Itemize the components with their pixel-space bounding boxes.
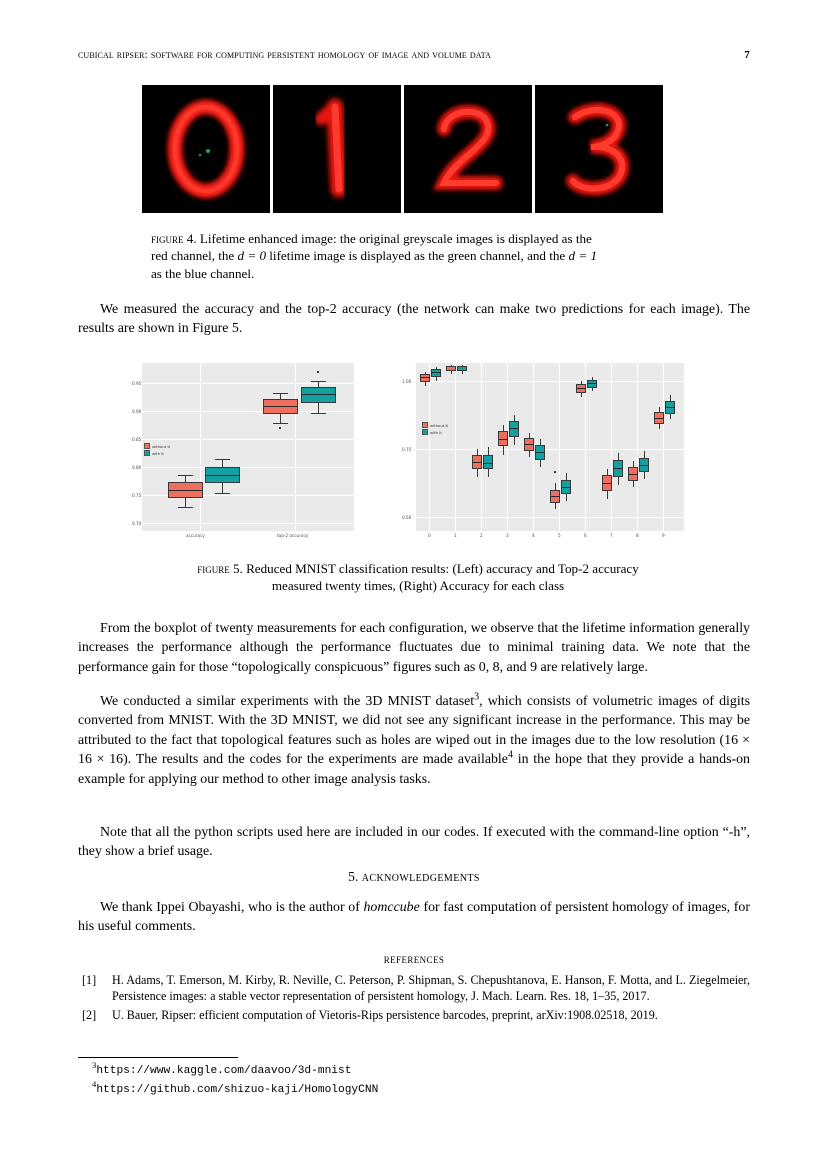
footnote-marker-3: 3 [474,691,480,703]
xtick-label: 5 [558,533,561,538]
figure-4-caption-line1: Lifetime enhanced image: the original greyscale images is displayed as the [199,231,592,246]
outlier-point [279,427,281,429]
figure-5-caption-line1: Reduced MNIST classification results: (Left) accuracy and Top-2 accuracy [246,561,639,576]
ytick-label: 0.50 [402,515,412,520]
box-teal [431,369,441,377]
whisker-cap [215,459,230,460]
legend-swatch-red [144,443,150,449]
ytick-label: 0.70 [132,521,142,526]
paragraph-ack-a: We thank Ippei Obayashi, who is the author of [100,900,364,915]
boxplot-left [132,357,364,543]
paragraph-3d-mnist-a: We conducted a similar experiments with the 3D MNIST dataset [100,694,475,709]
median-line [550,496,560,497]
reference-text: U. Bauer, Ripser: efficient computation of Vietoris-Rips persistence barcodes, preprint, arXiv:1908.02518, 2019. [112,1007,658,1022]
figure-4-caption-line2b: lifetime image is displayed as the green channel, and the [266,248,569,264]
reference-text: H. Adams, T. Emerson, M. Kirby, R. Neville, C. Peterson, P. Shipman, S. Chepushtanova, E. Hanson, F. Motta, and L. Ziegelmeier, Persistence images: a stable vector representation of persistent homology, J. Mach. Learn. Res. 18, 1–35, 2017. [112,973,750,1004]
outlier-point [317,371,319,373]
gridline-v [637,363,638,531]
gridline-h [142,439,354,440]
boxplot-right [384,357,694,543]
footnote-url: https://www.kaggle.com/daavoo/3d-mnist [96,1065,352,1077]
figure-4-caption-line3: as the blue channel. [151,265,255,281]
median-line [535,452,545,453]
xtick-label: accuracy [186,533,205,538]
ytick-label: 0.75 [402,447,412,452]
ytick-label: 0.90 [132,409,142,414]
xtick-label: 0 [428,533,431,538]
whisker-cap [311,381,326,382]
median-line [472,462,482,463]
median-line [420,377,430,378]
figure-4-image-row [142,85,687,213]
box-red [420,374,430,382]
median-line [483,463,493,464]
gridline-v [455,363,456,531]
xtick-label: 2 [480,533,483,538]
footnote-marker-4: 4 [507,749,513,761]
box-teal [483,455,493,469]
box-teal [509,421,519,437]
xtick-label: 3 [506,533,509,538]
figure-5-caption-line2: measured twenty times, (Right) Accuracy for each class [271,578,565,594]
whisker-cap [273,393,288,394]
gridline-h [142,383,354,384]
reference-number: [2] [82,1007,97,1022]
figure-5-plots [132,357,694,550]
ytick-label: 0.95 [132,381,142,386]
gridline-v [429,363,430,531]
gridline-h [142,467,354,468]
paragraph-measured-accuracy: We measured the accuracy and the top-2 accuracy (the network can make two predictions for each image). The results are shown in Figure 5. [78,302,750,337]
median-line [613,468,623,469]
legend-row [422,422,448,428]
xtick-label: 1 [454,533,457,538]
median-line [498,439,508,440]
footnote-item [92,1061,692,1080]
legend-row [144,443,170,449]
gridline-v [507,363,508,531]
gridline-h [416,517,684,518]
section-heading-references: references [383,951,445,966]
xtick-label: 4 [532,533,535,538]
gridline-v [611,363,612,531]
box-red [446,366,456,371]
legend-right [420,421,450,437]
gridline-h [142,411,354,412]
legend-swatch-red [422,422,428,428]
gridline-v [481,363,482,531]
gridline-v [663,363,664,531]
median-line [654,418,664,419]
reference-item [78,1007,750,1023]
median-line [524,444,534,445]
paragraph-boxplot-discussion: From the boxplot of twenty measurements for each configuration, we observe that the lifetime information generally increases the performance although the performance fluctuates due to minimal training data. We note that the performance gain for those “topologically conspicuous” figures such as 0, 8, and 9 are relatively large. [78,621,750,675]
gridline-v [559,363,560,531]
figure-5-caption [151,560,685,595]
legend-label: without lt [430,422,449,428]
xtick-label: 7 [610,533,613,538]
reference-item [78,972,750,1005]
paragraph-3d-mnist-c: in the hope that they provide a hands-on example for applying our method to other image analysis tasks. [78,752,750,787]
whisker-cap [215,493,230,494]
footnote-item [92,1080,692,1099]
ytick-label: 0.85 [132,437,142,442]
median-line [587,383,597,384]
gridline-h [416,381,684,382]
digit-glyph-one-icon [273,85,401,213]
software-name-homccube: homccube [363,900,420,915]
whisker-cap [178,507,193,508]
paragraph-3d-mnist [78,692,750,789]
legend-row [144,450,170,456]
outlier-point [554,471,556,473]
digit-glyph-three-icon [535,85,663,213]
section-heading-acknowledgements [78,869,750,885]
legend-swatch-teal [422,429,428,435]
page-number: 7 [744,49,750,61]
running-head-title: cubical ripser: software for computing persistent homology of image and volume data [78,48,492,61]
legend-label: with lt [152,450,164,456]
figure-4-label: figure 4. [151,231,197,246]
median-line [205,475,240,476]
legend-swatch-teal [144,450,150,456]
median-line [509,428,519,429]
median-line [168,490,203,491]
footnote-number: 3 [92,1060,97,1070]
reference-list [78,972,750,1025]
footnote-separator [78,1057,238,1058]
footnote-url: https://github.com/shizuo-kaji/HomologyCNN [96,1083,379,1096]
footnote-number: 4 [92,1078,97,1089]
box-teal [457,366,467,371]
gridline-v [200,363,201,531]
gridline-h [142,523,354,524]
median-line [602,483,612,484]
figure-4-caption [151,230,685,282]
ytick-label: 0.75 [132,493,142,498]
figure-5-label: figure 5. [197,561,243,576]
box-teal [301,387,336,403]
ytick-label: 0.80 [132,465,142,470]
median-line [665,407,675,408]
gridline-h [416,449,684,450]
ytick-label: 1.00 [402,379,412,384]
plot-area-right [416,363,684,531]
whisker-cap [311,413,326,414]
paragraph-3d-mnist-b: , which consists of volumetric images of digits converted from MNIST. With the 3D MNIST, we did not see any significant increase in the performance. This may be attributed to the fact that topological features such as holes are wiped out in the images due to the low resolution (16 × 16 × 16). The results and the codes for the experiments are made available [78,694,750,768]
digit-tile-1 [273,85,401,213]
figure-4-caption-line2a: red channel, the [151,248,238,264]
box-teal [587,380,597,388]
running-head [78,48,750,61]
median-line [639,465,649,466]
legend-label: with lt [430,429,442,435]
digit-tile-2 [404,85,532,213]
median-line [561,487,571,488]
figure-4-caption-math2: d = 1 [568,248,598,264]
digit-glyph-zero-icon [142,85,270,213]
median-line [576,388,586,389]
digit-tile-0 [142,85,270,213]
digit-tile-3 [535,85,663,213]
median-line [263,406,298,407]
xtick-label: 9 [662,533,665,538]
xtick-label: 6 [584,533,587,538]
section-title: acknowledgements [361,869,480,884]
whisker-cap [273,423,288,424]
footnote-list [92,1061,692,1099]
median-line [628,474,638,475]
legend-label: without lt [152,443,171,449]
whisker-cap [178,475,193,476]
legend-row [422,429,448,435]
xtick-label: top-2 accuracy [277,533,309,538]
median-line [431,372,441,373]
digit-glyph-two-icon [404,85,532,213]
figure-4-caption-math1: d = 0 [237,248,267,264]
median-line [301,394,336,395]
paragraph-ack-b: for fast computation of persistent homology of images, for his useful comments. [78,900,750,935]
xtick-label: 8 [636,533,639,538]
section-number: 5. [348,869,359,884]
reference-number: [1] [82,973,97,987]
legend-left [144,443,170,457]
paragraph-acknowledgements [78,898,750,937]
paragraph-python-scripts: Note that all the python scripts used here are included in our codes. If executed with the command-line option “-h”, they show a brief usage. [78,825,750,860]
gridline-v [295,363,296,531]
